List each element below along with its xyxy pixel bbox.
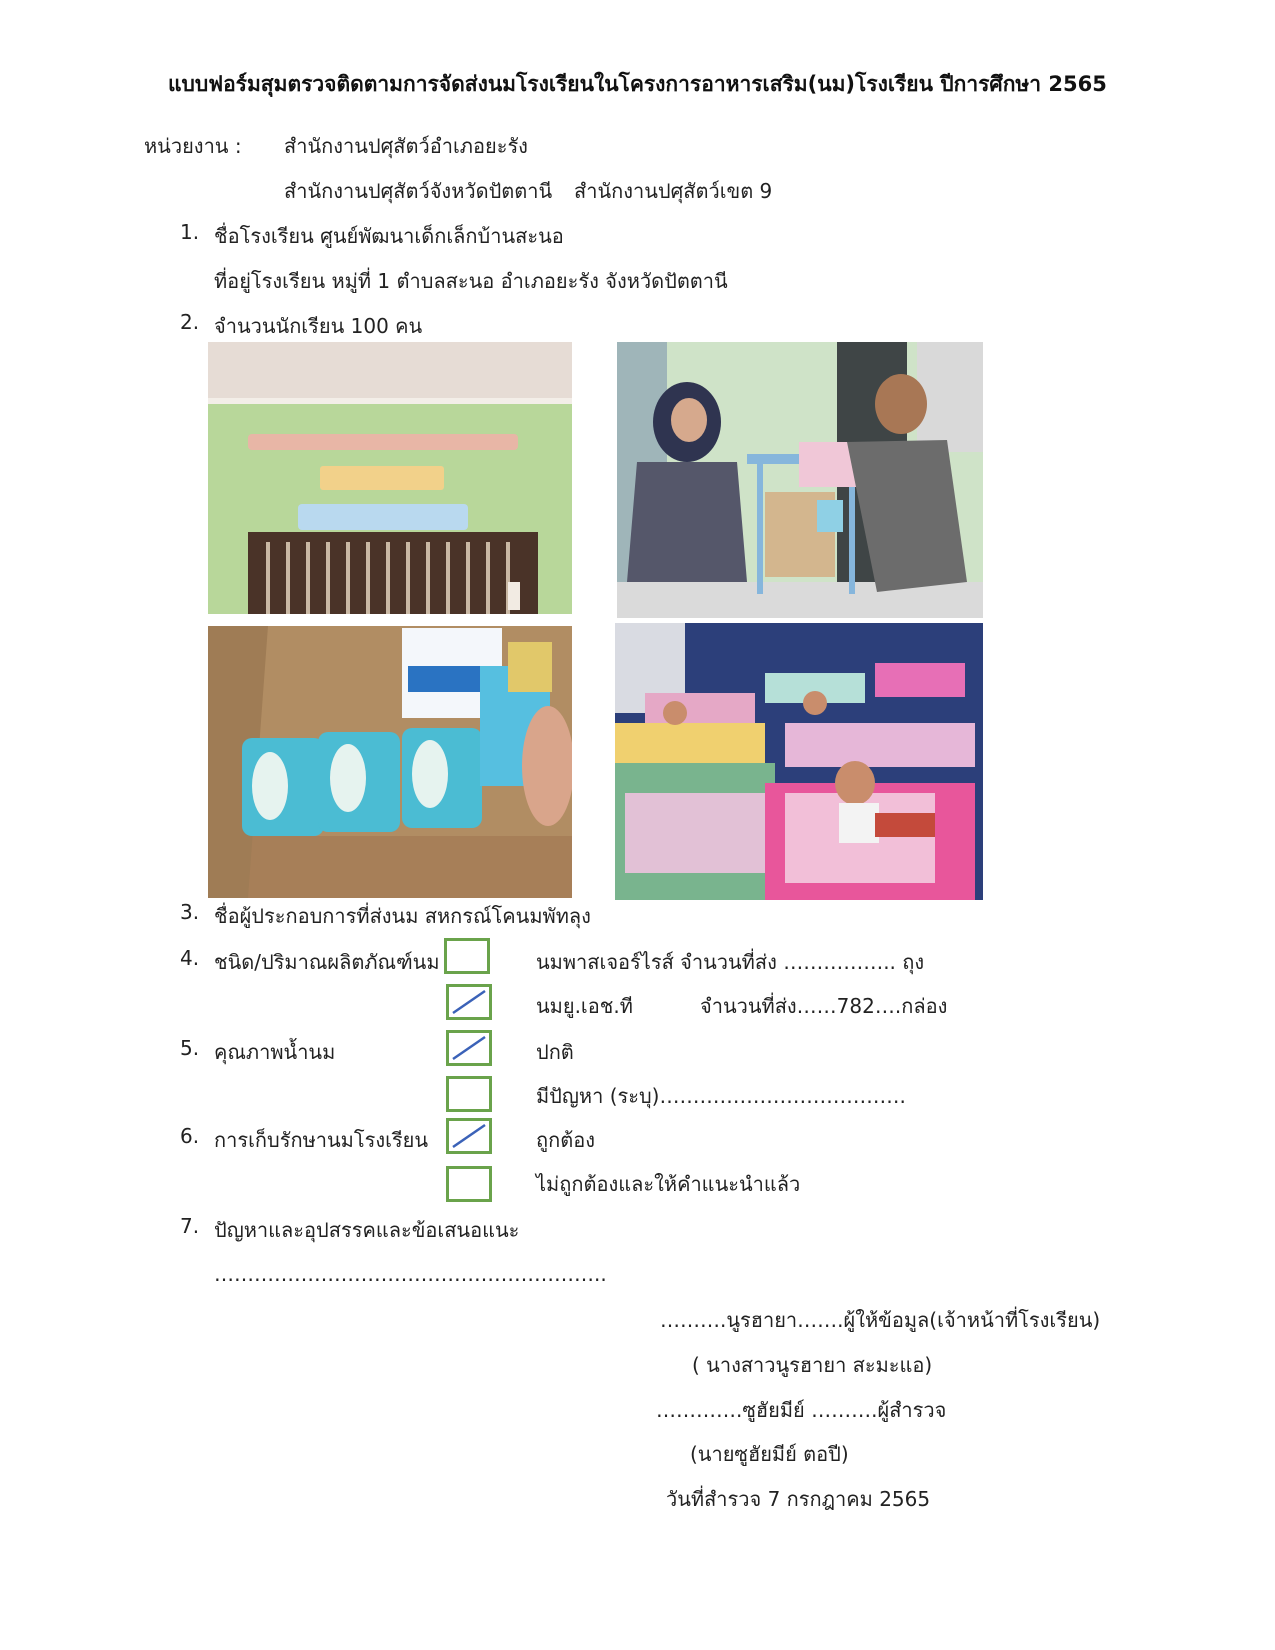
check-mark-icon (449, 1121, 489, 1151)
checkbox-pasteurized[interactable] (444, 938, 490, 974)
photo-milk-inspection (617, 342, 983, 618)
checkbox-storage-incorrect[interactable] (446, 1166, 492, 1202)
item-6-number: 6. (180, 1124, 200, 1148)
photo-milk-cartons (208, 626, 572, 898)
milk-quality-label: คุณภาพน้ำนม (214, 1040, 336, 1064)
inspector-signature: ………….ซูฮัยมีย์ ……….ผู้สำรวจ (656, 1398, 947, 1422)
option-quality-normal: ปกติ (536, 1040, 574, 1064)
milk-type-label: ชนิด/ปริมาณผลิตภัณฑ์นม (214, 950, 440, 974)
school-name: ชื่อโรงเรียน ศูนย์พัฒนาเด็กเล็กบ้านสะนอ (214, 224, 564, 248)
problems-label: ปัญหาและอุปสรรคและข้อเสนอแนะ (214, 1218, 520, 1242)
option-quality-problem: มีปัญหา (ระบุ)………………………………. (536, 1084, 906, 1108)
check-mark-icon (449, 987, 489, 1017)
milk-supplier: ชื่อผู้ประกอบการที่ส่งนม สหกรณ์โคนมพัทลุง (214, 904, 591, 928)
survey-date: วันที่สำรวจ 7 กรกฎาคม 2565 (666, 1487, 931, 1511)
item-3-number: 3. (180, 900, 200, 924)
item-4-number: 4. (180, 946, 200, 970)
problems-answer-line: ………………………………………………….. (214, 1262, 607, 1286)
option-uht: นมยู.เอช.ที (536, 994, 633, 1018)
photo-children-napping (615, 623, 983, 900)
inspector-name: (นายซูฮัยมีย์ ตอปี) (690, 1442, 849, 1466)
school-address: ที่อยู่โรงเรียน หมู่ที่ 1 ตำบลสะนอ อำเภอยะรัง จังหวัดปัตตานี (214, 269, 728, 293)
option-storage-correct: ถูกต้อง (536, 1128, 595, 1152)
checkbox-uht[interactable] (446, 984, 492, 1020)
item-1-number: 1. (180, 220, 200, 244)
storage-label: การเก็บรักษานมโรงเรียน (214, 1128, 429, 1152)
option-storage-incorrect: ไม่ถูกต้องและให้คำแนะนำแล้ว (536, 1172, 801, 1196)
photo-school-sign (208, 342, 572, 614)
student-count: จำนวนนักเรียน 100 คน (214, 314, 423, 338)
agency-line1: สำนักงานปศุสัตว์อำเภอยะรัง (284, 134, 528, 158)
item-7-number: 7. (180, 1214, 200, 1238)
form-title: แบบฟอร์มสุมตรวจติดตามการจัดส่งนมโรงเรียนในโครงการอาหารเสริม(นม)โรงเรียน ปีการศึกษา 2565 (168, 72, 1107, 96)
checkbox-quality-problem[interactable] (446, 1076, 492, 1112)
check-mark-icon (449, 1033, 489, 1063)
informant-name: ( นางสาวนูรฮายา สะมะแอ) (692, 1353, 933, 1377)
uht-quantity: จำนวนที่ส่ง……782….กล่อง (700, 994, 948, 1018)
option-pasteurized: นมพาสเจอร์ไรส์ จำนวนที่ส่ง …………….. ถุง (536, 950, 925, 974)
agency-line2b: สำนักงานปศุสัตว์เขต 9 (574, 179, 773, 203)
item-5-number: 5. (180, 1036, 200, 1060)
agency-line2a: สำนักงานปศุสัตว์จังหวัดปัตตานี (284, 179, 553, 203)
checkbox-quality-normal[interactable] (446, 1030, 492, 1066)
informant-signature: ……….นูรฮายา…….ผู้ให้ข้อมูล(เจ้าหน้าที่โรงเรียน) (660, 1308, 1101, 1332)
checkbox-storage-correct[interactable] (446, 1118, 492, 1154)
item-2-number: 2. (180, 310, 200, 334)
agency-label: หน่วยงาน : (144, 134, 242, 158)
